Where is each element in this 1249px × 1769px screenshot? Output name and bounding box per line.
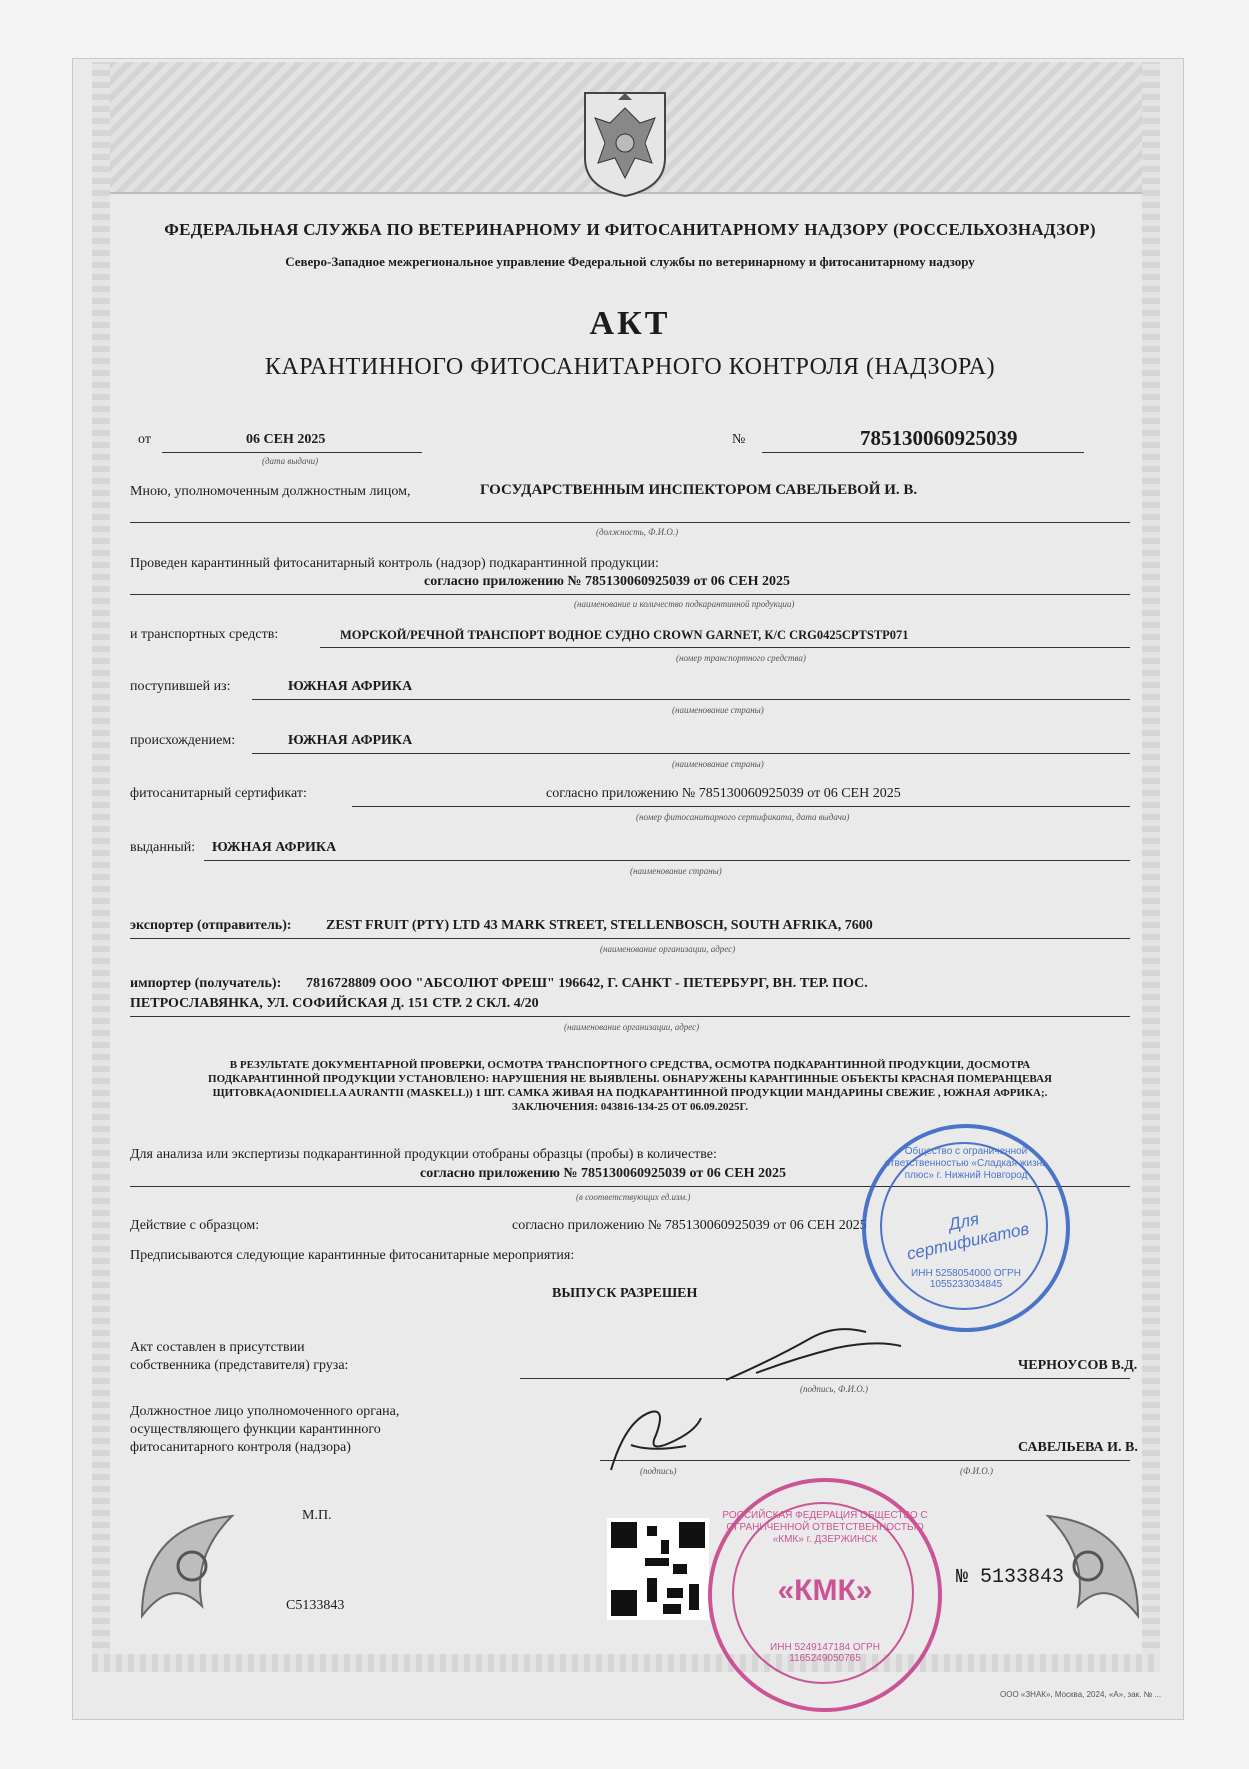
issued-caption: (наименование страны) <box>630 866 722 876</box>
samples-label: Для анализа или экспертизы подкарантинной продукции отобраны образцы (пробы) в количестве: <box>130 1147 717 1162</box>
official-name-caption: (Ф.И.О.) <box>960 1466 993 1476</box>
owner-label-1: Акт составлен в присутствии <box>130 1340 305 1355</box>
exporter-caption: (наименование организации, адрес) <box>600 944 736 954</box>
seal-place-label: М.П. <box>302 1508 332 1523</box>
department-title: Северо-Западное межрегиональное управление Федеральной службы по ветеринарному и фитосанитарному надзору <box>285 254 975 269</box>
company-stamp-pink <box>708 1478 942 1712</box>
result-line-3: ЩИТОВКА(AONIDIELLA AURANTII (MASKELL)) 1 ШТ. САМКА ЖИВАЯ НА ПОДКАРАНТИННОЙ ПРОДУКЦИИ МАНДАРИНЫ СВЕЖИЕ , ЮЖНАЯ АФРИКА;. <box>212 1087 1048 1099</box>
product-label: Проведен карантинный фитосанитарный контроль (надзор) подкарантинной продукции: <box>130 556 659 571</box>
official-label-3: фитосанитарного контроля (надзора) <box>130 1440 351 1455</box>
inspector-label: Мною, уполномоченным должностным лицом, <box>130 484 411 499</box>
pink-stamp-center-text: «КМК» <box>777 1574 873 1607</box>
from-country-value: ЮЖНАЯ АФРИКА <box>288 679 413 694</box>
pink-stamp-ring-text: РОССИЙСКАЯ ФЕДЕРАЦИЯ ОБЩЕСТВО С ОГРАНИЧЕННОЙ ОТВЕТСТВЕННОСТЬЮ «КМК» г. ДЗЕРЖИНСК <box>722 1510 928 1545</box>
sample-action-value: согласно приложению № 785130060925039 от 06 СЕН 2025 <box>512 1218 867 1233</box>
product-caption: (наименование и количество подкарантинной продукции) <box>574 599 795 609</box>
inspector-caption: (должность, Ф.И.О.) <box>596 527 679 537</box>
importer-label: импортер (получатель): <box>130 976 282 991</box>
samples-value: согласно приложению № 785130060925039 от 06 СЕН 2025 <box>420 1166 787 1181</box>
official-name: САВЕЛЬЕВА И. В. <box>1018 1440 1138 1455</box>
origin-label: происхождением: <box>130 733 236 748</box>
date-caption: (дата выдачи) <box>262 456 319 466</box>
transport-label: и транспортных средств: <box>130 627 279 642</box>
from-country-caption: (наименование страны) <box>672 705 764 715</box>
transport-value: МОРСКОЙ/РЕЧНОЙ ТРАНСПОРТ ВОДНОЕ СУДНО CROWN GARNET, К/С CRG0425CPTSTP071 <box>340 628 909 642</box>
official-signature-icon <box>596 1400 706 1480</box>
document-subtitle: КАРАНТИННОГО ФИТОСАНИТАРНОГО КОНТРОЛЯ (НАДЗОРА) <box>264 354 996 380</box>
date-label: от <box>138 432 151 447</box>
official-label-2: осуществляющего функции карантинного <box>130 1422 381 1437</box>
corner-ornament-right-icon <box>1038 1496 1148 1626</box>
issued-value: ЮЖНАЯ АФРИКА <box>212 840 337 855</box>
origin-value: ЮЖНАЯ АФРИКА <box>288 733 413 748</box>
owner-label-2: собственника (представителя) груза: <box>130 1358 349 1373</box>
printer-note: ООО «ЗНАК», Москва, 2024, «А», зак. № ... <box>1000 1690 1162 1699</box>
inspection-result <box>130 1058 1130 1114</box>
form-series-right: № 5133843 <box>956 1566 1065 1589</box>
inspector-value: ГОСУДАРСТВЕННЫМ ИНСПЕКТОРОМ САВЕЛЬЕВОЙ И. В. <box>480 482 918 498</box>
certificate-label: фитосанитарный сертификат: <box>130 786 307 801</box>
number-label: № <box>732 432 746 447</box>
exporter-value: ZEST FRUIT (PTY) LTD 43 MARK STREET, STELLENBOSCH, SOUTH AFRIKA, 7600 <box>326 918 873 933</box>
issue-date: 06 СЕН 2025 <box>246 432 326 447</box>
result-line-4: ЗАКЛЮЧЕНИЯ: 043816-134-25 ОТ 06.09.2025Г. <box>512 1101 748 1113</box>
owner-name: ЧЕРНОУСОВ В.Д. <box>1018 1358 1138 1373</box>
result-line-2: ПОДКАРАНТИННОЙ ПРОДУКЦИИ УСТАНОВЛЕНО: НАРУШЕНИЯ НЕ ВЫЯВЛЕНЫ. ОБНАРУЖЕНЫ КАРАНТИННЫЕ ОБЪЕКТЫ КРАСНАЯ ПОМЕРАНЦЕВАЯ <box>208 1073 1052 1085</box>
importer-caption: (наименование организации, адрес) <box>564 1022 700 1032</box>
owner-caption: (подпись, Ф.И.О.) <box>800 1384 869 1394</box>
company-stamp-blue <box>862 1124 1070 1332</box>
blue-stamp-ids: ИНН 5258054000 ОГРН 1055233034845 <box>911 1268 1021 1290</box>
transport-caption: (номер транспортного средства) <box>676 653 806 663</box>
form-series-left: С5133843 <box>286 1598 345 1613</box>
ornament-frame-left <box>92 62 110 1672</box>
certificate-value: согласно приложению № 785130060925039 от 06 СЕН 2025 <box>546 786 901 801</box>
document-title: АКТ <box>589 305 671 342</box>
result-line-1: В РЕЗУЛЬТАТЕ ДОКУМЕНТАРНОЙ ПРОВЕРКИ, ОСМОТРА ТРАНСПОРТНОГО СРЕДСТВА, ОСМОТРА ПОДКАРАНТИННОЙ ПРОДУКЦИИ, ДОСМОТРА <box>229 1059 1031 1071</box>
pink-stamp-ids: ИНН 5249147184 ОГРН 1165249050765 <box>770 1642 880 1664</box>
sample-action-label: Действие с образцом: <box>130 1218 260 1233</box>
owner-signature-icon <box>716 1318 906 1392</box>
corner-ornament-left-icon <box>132 1496 252 1626</box>
official-label-1: Должностное лицо уполномоченного органа, <box>130 1404 400 1419</box>
product-value: согласно приложению № 785130060925039 от 06 СЕН 2025 <box>424 574 791 589</box>
issued-label: выданный: <box>130 840 196 855</box>
measures-value: ВЫПУСК РАЗРЕШЕН <box>552 1286 698 1301</box>
ornament-frame-right <box>1142 62 1160 1672</box>
importer-line2: ПЕТРОСЛАВЯНКА, УЛ. СОФИЙСКАЯ Д. 151 СТР. 2 СКЛ. 4/20 <box>130 996 539 1011</box>
qr-code <box>607 1518 709 1620</box>
ornament-frame-bottom <box>92 1654 1160 1672</box>
certificate-caption: (номер фитосанитарного сертификата, дата выдачи) <box>636 812 850 822</box>
act-number: 785130060925039 <box>860 426 1018 450</box>
agency-title: ФЕДЕРАЛЬНАЯ СЛУЖБА ПО ВЕТЕРИНАРНОМУ И ФИТОСАНИТАРНОМУ НАДЗОРУ (РОССЕЛЬХОЗНАДЗОР) <box>164 220 1096 239</box>
samples-caption: (в соответствующих ед.изм.) <box>576 1192 691 1202</box>
blue-stamp-center-text: Для сертификатов <box>905 1209 1031 1264</box>
official-sign-caption: (подпись) <box>640 1466 677 1476</box>
exporter-label: экспортер (отправитель): <box>130 918 292 933</box>
coat-of-arms-icon <box>580 88 670 200</box>
importer-line1: 7816728809 ООО "АБСОЛЮТ ФРЕШ" 196642, Г. САНКТ - ПЕТЕРБУРГ, ВН. ТЕР. ПОС. <box>306 976 868 991</box>
measures-label: Предписываются следующие карантинные фитосанитарные мероприятия: <box>130 1248 575 1263</box>
origin-caption: (наименование страны) <box>672 759 764 769</box>
blue-stamp-ring-text: Общество с ограниченной ответственностью «Сладкая жизнь плюс» г. Нижний Новгород <box>884 1146 1048 1181</box>
from-country-label: поступившей из: <box>130 679 231 694</box>
